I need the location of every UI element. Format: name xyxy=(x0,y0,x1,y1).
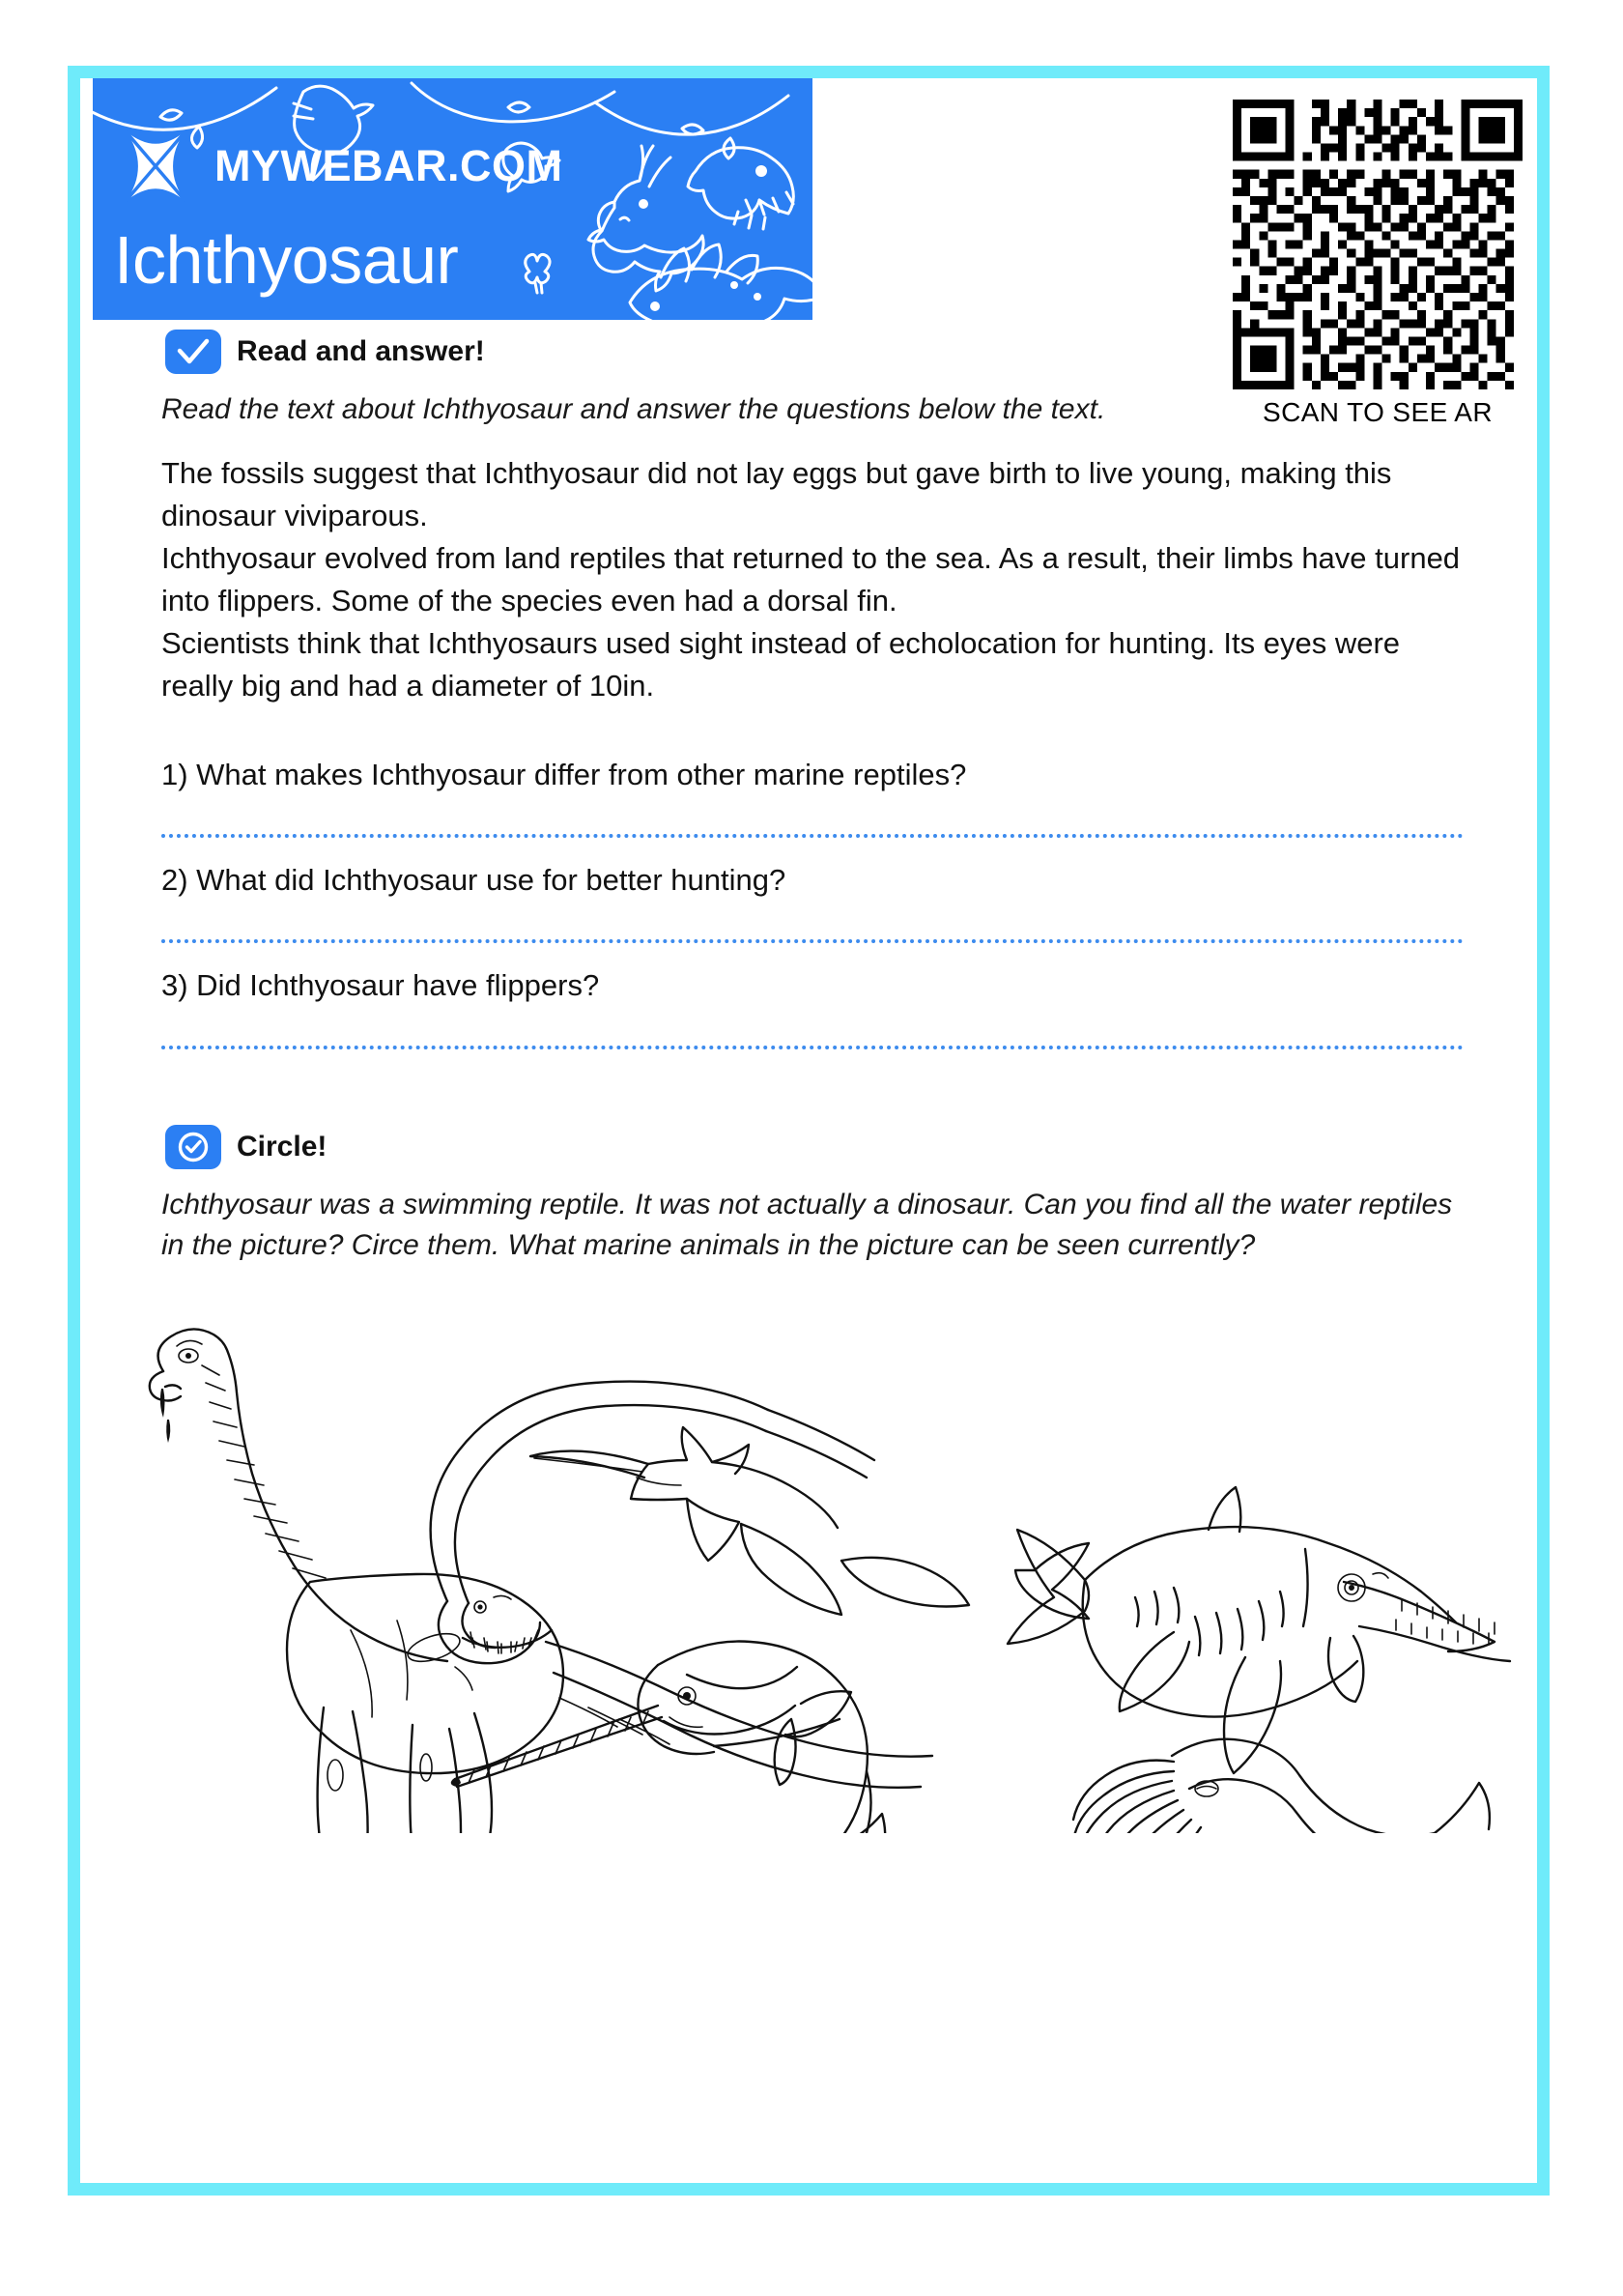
content-area xyxy=(107,330,1527,1833)
question-text: 3) Did Ichthyosaur have flippers? xyxy=(161,968,600,1003)
ichthyosaur-swimming-upper-drawing xyxy=(530,1427,1089,1619)
ichthyosaur-striped-with-teeth-drawing xyxy=(1008,1487,1510,1773)
circle-check-icon xyxy=(165,1125,221,1169)
header-banner xyxy=(93,78,812,320)
task-label-circle: Circle! xyxy=(237,1130,327,1162)
qr-caption: SCAN TO SEE AR xyxy=(1263,397,1493,427)
question-text: 1) What makes Ichthyosaur differ from other marine reptiles? xyxy=(161,757,967,791)
reading-paragraph: Scientists think that Ichthyosaurs used sight instead of echolocation for hunting. Its eyes were really big and had a diameter of 10in. xyxy=(161,625,1401,703)
squid-cephalopod-drawing xyxy=(1073,1739,1490,1833)
task-header-read-and-answer xyxy=(165,330,1527,374)
page-title: Ichthyosaur xyxy=(114,222,459,298)
question-block xyxy=(161,859,1527,943)
question-block xyxy=(161,754,1527,838)
task-instruction-circle: Ichthyosaur was a swimming reptile. It was not actually a dinosaur. Can you find all the water reptiles in the picture? Circe them. What marine animals in the picture can be seen currently? xyxy=(161,1188,1453,1262)
animal-line-drawings-icon xyxy=(107,1292,1527,1833)
reading-paragraph: The fossils suggest that Ichthyosaur did not lay eggs but gave birth to live young, making this dinosaur viviparous. xyxy=(161,455,1392,532)
answer-line[interactable] xyxy=(161,939,1464,943)
brand-row xyxy=(114,125,562,208)
checkmark-icon xyxy=(165,330,221,374)
task-instruction-read: Read the text about Ichthyosaur and answer the questions below the text. xyxy=(161,393,1106,425)
answer-line[interactable] xyxy=(161,1046,1464,1049)
reading-paragraph: Ichthyosaur evolved from land reptiles that returned to the sea. As a result, their limbs have turned into flippers. Some of the species even had a dorsal fin. xyxy=(161,540,1461,617)
worksheet-page xyxy=(68,66,1550,2196)
task-header-circle xyxy=(165,1125,1527,1169)
animal-illustration xyxy=(107,1292,1527,1833)
question-block xyxy=(161,964,1527,1048)
questions-list xyxy=(161,754,1527,1049)
narwhal-with-tusk-drawing xyxy=(451,1642,921,1834)
answer-line[interactable] xyxy=(161,834,1464,838)
mywebar-x-logo-icon xyxy=(114,125,197,208)
brand-name: MYWEBAR.COM xyxy=(214,141,563,190)
question-text: 2) What did Ichthyosaur use for better hunting? xyxy=(161,863,786,898)
page-inner xyxy=(80,78,1537,2183)
plesiosaur-long-neck-drawing xyxy=(431,1382,874,1664)
task-label-read-and-answer: Read and answer! xyxy=(237,335,485,367)
reading-passage xyxy=(161,452,1475,707)
